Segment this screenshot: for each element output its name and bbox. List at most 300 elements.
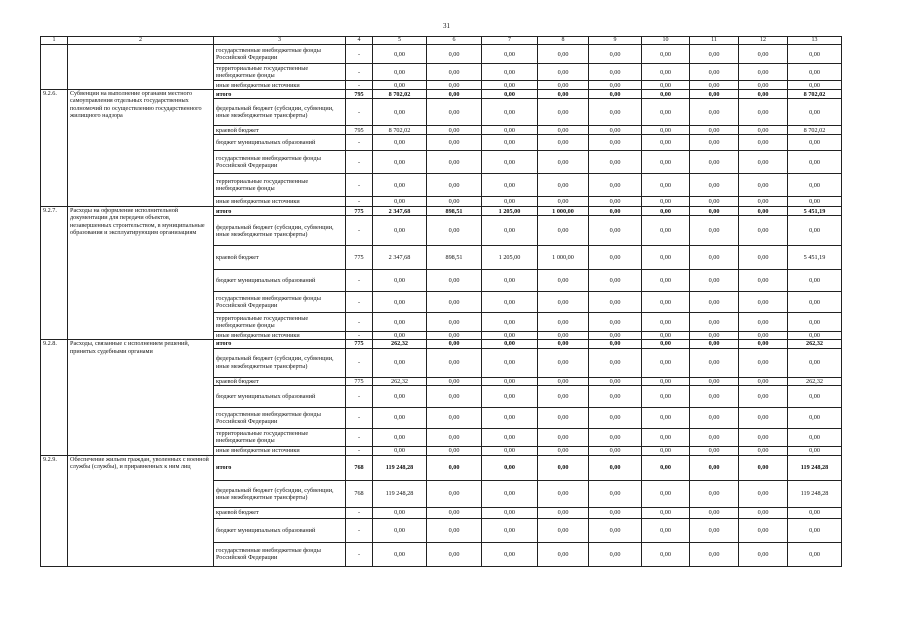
amount-cell: 0,00	[427, 507, 482, 518]
amount-cell: 0,00	[482, 174, 538, 197]
amount-cell: 0,00	[482, 81, 538, 90]
funding-source: бюджет муниципальных образований	[214, 385, 346, 407]
funding-source: территориальные государственные внебюджетные фонды	[214, 64, 346, 81]
table-row	[41, 340, 842, 348]
amount-cell: 0,00	[788, 292, 842, 313]
amount-cell: 0,00	[739, 313, 788, 332]
funding-source: иные внебюджетные источники	[214, 332, 346, 340]
funding-source: итого	[214, 90, 346, 99]
amount-cell: 0,00	[642, 64, 690, 81]
amount-cell: 0,00	[690, 385, 739, 407]
amount-cell: 0,00	[427, 216, 482, 246]
amount-cell: 0,00	[538, 174, 589, 197]
amount-cell: 0,00	[739, 542, 788, 566]
amount-cell: 262,32	[373, 377, 427, 385]
amount-cell: 0,00	[538, 428, 589, 446]
amount-cell: 119 248,28	[373, 455, 427, 480]
amount-cell: 0,00	[427, 446, 482, 455]
amount-cell: 0,00	[427, 332, 482, 340]
amount-cell: 0,00	[538, 332, 589, 340]
amount-cell: 0,00	[589, 407, 642, 428]
code-cell: -	[346, 45, 373, 64]
amount-cell: 0,00	[373, 385, 427, 407]
amount-cell: 0,00	[589, 126, 642, 135]
funding-source: иные внебюджетные источники	[214, 81, 346, 90]
amount-cell: 0,00	[788, 270, 842, 292]
amount-cell: 0,00	[739, 428, 788, 446]
amount-cell: 0,00	[739, 407, 788, 428]
amount-cell: 0,00	[427, 340, 482, 348]
code-cell: 775	[346, 340, 373, 348]
amount-cell: 0,00	[538, 135, 589, 151]
amount-cell: 0,00	[482, 135, 538, 151]
amount-cell: 0,00	[589, 64, 642, 81]
amount-cell: 0,00	[739, 246, 788, 270]
budget-table	[40, 36, 842, 567]
amount-cell: 0,00	[427, 480, 482, 507]
amount-cell: 0,00	[482, 126, 538, 135]
amount-cell: 119 248,28	[373, 480, 427, 507]
amount-cell: 0,00	[482, 428, 538, 446]
amount-cell: 0,00	[690, 518, 739, 542]
amount-cell: 0,00	[690, 480, 739, 507]
code-cell: -	[346, 292, 373, 313]
amount-cell: 0,00	[482, 270, 538, 292]
amount-cell: 0,00	[589, 197, 642, 207]
amount-cell: 0,00	[589, 348, 642, 377]
funding-source: государственные внебюджетные фонды Российской Федерации	[214, 292, 346, 313]
amount-cell: 0,00	[538, 385, 589, 407]
amount-cell: 0,00	[482, 507, 538, 518]
amount-cell: 0,00	[690, 216, 739, 246]
amount-cell: 0,00	[739, 340, 788, 348]
amount-cell: 0,00	[589, 216, 642, 246]
funding-source: федеральный бюджет (субсидии, субвенции, иные межбюджетные трансферты)	[214, 99, 346, 126]
amount-cell: 0,00	[538, 81, 589, 90]
item-code: 9.2.8.	[41, 340, 68, 455]
amount-cell: 0,00	[739, 135, 788, 151]
funding-source: краевой бюджет	[214, 377, 346, 385]
amount-cell: 0,00	[373, 270, 427, 292]
amount-cell: 0,00	[589, 332, 642, 340]
amount-cell: 0,00	[788, 507, 842, 518]
amount-cell: 0,00	[482, 90, 538, 99]
amount-cell: 0,00	[788, 45, 842, 64]
code-cell: -	[346, 542, 373, 566]
amount-cell: 0,00	[642, 292, 690, 313]
amount-cell: 0,00	[373, 446, 427, 455]
funding-source: краевой бюджет	[214, 126, 346, 135]
amount-cell: 0,00	[589, 542, 642, 566]
code-cell: 795	[346, 126, 373, 135]
amount-cell: 0,00	[690, 340, 739, 348]
amount-cell: 0,00	[589, 313, 642, 332]
code-cell: 775	[346, 377, 373, 385]
amount-cell: 0,00	[482, 45, 538, 64]
amount-cell: 2 347,68	[373, 207, 427, 216]
amount-cell: 0,00	[739, 332, 788, 340]
funding-source: итого	[214, 207, 346, 216]
amount-cell: 119 248,28	[788, 480, 842, 507]
amount-cell: 0,00	[690, 246, 739, 270]
amount-cell: 0,00	[589, 377, 642, 385]
amount-cell: 1 000,00	[538, 207, 589, 216]
amount-cell: 0,00	[739, 518, 788, 542]
code-cell: -	[346, 518, 373, 542]
amount-cell: 0,00	[373, 151, 427, 174]
amount-cell: 0,00	[482, 446, 538, 455]
amount-cell: 0,00	[739, 446, 788, 455]
amount-cell: 0,00	[690, 126, 739, 135]
code-cell: 768	[346, 455, 373, 480]
amount-cell: 0,00	[642, 428, 690, 446]
code-cell: -	[346, 81, 373, 90]
funding-source: федеральный бюджет (субсидии, субвенции, иные межбюджетные трансферты)	[214, 216, 346, 246]
table-row	[41, 455, 842, 480]
amount-cell: 0,00	[589, 385, 642, 407]
amount-cell: 0,00	[788, 332, 842, 340]
amount-cell: 0,00	[739, 90, 788, 99]
amount-cell: 0,00	[427, 428, 482, 446]
amount-cell: 5 451,19	[788, 246, 842, 270]
amount-cell: 0,00	[427, 348, 482, 377]
amount-cell: 0,00	[642, 507, 690, 518]
amount-cell: 0,00	[373, 99, 427, 126]
amount-cell: 0,00	[538, 446, 589, 455]
amount-cell: 0,00	[690, 348, 739, 377]
amount-cell: 0,00	[589, 45, 642, 64]
amount-cell: 0,00	[373, 81, 427, 90]
amount-cell: 0,00	[482, 385, 538, 407]
amount-cell: 0,00	[739, 45, 788, 64]
amount-cell: 0,00	[538, 313, 589, 332]
code-cell: 775	[346, 207, 373, 216]
amount-cell: 0,00	[690, 45, 739, 64]
amount-cell: 0,00	[482, 216, 538, 246]
funding-source: иные внебюджетные источники	[214, 197, 346, 207]
amount-cell: 0,00	[482, 99, 538, 126]
amount-cell: 0,00	[788, 99, 842, 126]
amount-cell: 0,00	[690, 207, 739, 216]
amount-cell: 0,00	[589, 174, 642, 197]
amount-cell: 0,00	[690, 151, 739, 174]
item-name: Обеспечение жильем граждан, уволенных с военной службы (службы), и приравненных к ним лиц	[68, 455, 214, 566]
amount-cell: 0,00	[373, 45, 427, 64]
funding-source: бюджет муниципальных образований	[214, 518, 346, 542]
code-cell: 795	[346, 90, 373, 99]
amount-cell: 8 702,02	[788, 126, 842, 135]
amount-cell: 0,00	[690, 90, 739, 99]
amount-cell: 0,00	[642, 246, 690, 270]
funding-source: государственные внебюджетные фонды Российской Федерации	[214, 407, 346, 428]
amount-cell: 0,00	[690, 507, 739, 518]
amount-cell: 0,00	[739, 348, 788, 377]
column-number-cell: 4	[346, 37, 373, 45]
amount-cell: 0,00	[642, 518, 690, 542]
page-number: 31	[443, 22, 450, 30]
amount-cell: 0,00	[589, 340, 642, 348]
amount-cell: 8 702,02	[373, 90, 427, 99]
amount-cell: 0,00	[642, 45, 690, 64]
amount-cell: 0,00	[739, 197, 788, 207]
amount-cell: 0,00	[739, 151, 788, 174]
amount-cell: 0,00	[482, 348, 538, 377]
funding-source: федеральный бюджет (субсидии, субвенции, иные межбюджетные трансферты)	[214, 348, 346, 377]
amount-cell: 0,00	[538, 126, 589, 135]
amount-cell: 0,00	[690, 446, 739, 455]
column-number-cell: 5	[373, 37, 427, 45]
amount-cell: 0,00	[373, 216, 427, 246]
amount-cell: 0,00	[482, 480, 538, 507]
amount-cell: 0,00	[482, 292, 538, 313]
amount-cell: 0,00	[373, 428, 427, 446]
amount-cell: 0,00	[690, 292, 739, 313]
item-name: Расходы на оформление исполнительной документации для передачи объектов, незавершенных строительством, в муниципальные образования и эксплуатирующим организациям	[68, 207, 214, 340]
amount-cell: 8 702,02	[788, 90, 842, 99]
amount-cell: 0,00	[589, 135, 642, 151]
amount-cell: 0,00	[538, 216, 589, 246]
amount-cell: 0,00	[642, 90, 690, 99]
amount-cell: 0,00	[788, 446, 842, 455]
amount-cell: 262,32	[373, 340, 427, 348]
amount-cell: 0,00	[642, 135, 690, 151]
amount-cell: 0,00	[538, 45, 589, 64]
amount-cell: 0,00	[427, 377, 482, 385]
amount-cell: 0,00	[482, 197, 538, 207]
item-name: Субвенции на выполнение органами местного самоуправления отдельных государственных полномочий по осуществлению государственного жилищного надзора	[68, 90, 214, 207]
amount-cell: 0,00	[427, 99, 482, 126]
amount-cell: 0,00	[690, 99, 739, 126]
amount-cell: 0,00	[642, 340, 690, 348]
amount-cell: 0,00	[739, 270, 788, 292]
amount-cell: 0,00	[690, 542, 739, 566]
amount-cell: 0,00	[373, 332, 427, 340]
amount-cell: 0,00	[373, 197, 427, 207]
amount-cell: 0,00	[589, 207, 642, 216]
amount-cell: 0,00	[589, 246, 642, 270]
column-number-row	[41, 37, 842, 45]
amount-cell: 0,00	[739, 64, 788, 81]
code-cell: -	[346, 270, 373, 292]
amount-cell: 0,00	[589, 455, 642, 480]
amount-cell: 5 451,19	[788, 207, 842, 216]
column-number-cell: 6	[427, 37, 482, 45]
amount-cell: 0,00	[788, 385, 842, 407]
amount-cell: 0,00	[538, 90, 589, 99]
amount-cell: 0,00	[739, 507, 788, 518]
amount-cell: 0,00	[427, 313, 482, 332]
column-number-cell: 9	[589, 37, 642, 45]
code-cell: -	[346, 151, 373, 174]
item-name: Расходы, связанные с исполнением решений, принятых судебными органами	[68, 340, 214, 455]
amount-cell: 0,00	[788, 407, 842, 428]
funding-source: краевой бюджет	[214, 507, 346, 518]
amount-cell: 0,00	[427, 64, 482, 81]
amount-cell: 0,00	[482, 64, 538, 81]
amount-cell: 0,00	[589, 428, 642, 446]
amount-cell: 0,00	[538, 407, 589, 428]
code-cell: -	[346, 216, 373, 246]
code-cell: -	[346, 507, 373, 518]
funding-source: государственные внебюджетные фонды Российской Федерации	[214, 45, 346, 64]
amount-cell: 0,00	[589, 270, 642, 292]
amount-cell: 0,00	[538, 151, 589, 174]
amount-cell: 0,00	[690, 197, 739, 207]
funding-source: бюджет муниципальных образований	[214, 135, 346, 151]
amount-cell: 0,00	[788, 174, 842, 197]
amount-cell: 0,00	[690, 135, 739, 151]
amount-cell: 0,00	[427, 197, 482, 207]
code-cell: -	[346, 446, 373, 455]
code-cell: -	[346, 197, 373, 207]
code-cell: -	[346, 407, 373, 428]
amount-cell: 0,00	[739, 81, 788, 90]
amount-cell: 0,00	[788, 542, 842, 566]
code-cell: -	[346, 174, 373, 197]
funding-source: территориальные государственные внебюджетные фонды	[214, 428, 346, 446]
amount-cell: 0,00	[538, 340, 589, 348]
amount-cell: 0,00	[373, 407, 427, 428]
amount-cell: 0,00	[373, 507, 427, 518]
amount-cell: 0,00	[482, 340, 538, 348]
code-cell: -	[346, 348, 373, 377]
amount-cell: 0,00	[690, 455, 739, 480]
column-number-cell: 10	[642, 37, 690, 45]
amount-cell: 0,00	[589, 90, 642, 99]
column-number-cell: 7	[482, 37, 538, 45]
amount-cell: 0,00	[690, 332, 739, 340]
code-cell: 775	[346, 246, 373, 270]
column-number-cell: 8	[538, 37, 589, 45]
amount-cell: 0,00	[427, 135, 482, 151]
amount-cell: 0,00	[373, 348, 427, 377]
amount-cell: 0,00	[788, 348, 842, 377]
column-number-cell: 1	[41, 37, 68, 45]
amount-cell: 0,00	[482, 542, 538, 566]
amount-cell: 0,00	[739, 216, 788, 246]
funding-source: краевой бюджет	[214, 246, 346, 270]
funding-source: федеральный бюджет (субсидии, субвенции, иные межбюджетные трансферты)	[214, 480, 346, 507]
amount-cell: 0,00	[427, 270, 482, 292]
amount-cell: 0,00	[427, 174, 482, 197]
amount-cell: 0,00	[642, 542, 690, 566]
amount-cell: 0,00	[482, 377, 538, 385]
amount-cell: 0,00	[739, 385, 788, 407]
amount-cell: 0,00	[690, 64, 739, 81]
amount-cell: 119 248,28	[788, 455, 842, 480]
code-cell: 768	[346, 480, 373, 507]
amount-cell: 0,00	[482, 151, 538, 174]
amount-cell: 0,00	[538, 64, 589, 81]
amount-cell: 0,00	[482, 407, 538, 428]
amount-cell: 0,00	[538, 455, 589, 480]
code-cell: -	[346, 99, 373, 126]
amount-cell: 0,00	[788, 135, 842, 151]
amount-cell: 0,00	[642, 446, 690, 455]
amount-cell: 0,00	[642, 480, 690, 507]
amount-cell: 0,00	[739, 126, 788, 135]
code-cell: -	[346, 313, 373, 332]
amount-cell: 0,00	[538, 377, 589, 385]
amount-cell: 0,00	[427, 455, 482, 480]
amount-cell: 0,00	[538, 542, 589, 566]
amount-cell: 0,00	[427, 151, 482, 174]
amount-cell: 0,00	[642, 197, 690, 207]
amount-cell: 0,00	[642, 313, 690, 332]
amount-cell: 0,00	[427, 407, 482, 428]
amount-cell: 0,00	[427, 292, 482, 313]
funding-source: бюджет муниципальных образований	[214, 270, 346, 292]
amount-cell: 0,00	[642, 455, 690, 480]
code-cell: -	[346, 332, 373, 340]
amount-cell: 898,51	[427, 207, 482, 216]
amount-cell: 0,00	[642, 385, 690, 407]
amount-cell: 0,00	[538, 348, 589, 377]
amount-cell: 0,00	[589, 292, 642, 313]
funding-source: итого	[214, 340, 346, 348]
item-code: 9.2.7.	[41, 207, 68, 340]
amount-cell: 0,00	[642, 81, 690, 90]
table-row	[41, 207, 842, 216]
amount-cell: 0,00	[690, 313, 739, 332]
amount-cell: 0,00	[373, 135, 427, 151]
amount-cell: 2 347,68	[373, 246, 427, 270]
amount-cell: 0,00	[538, 270, 589, 292]
amount-cell: 0,00	[739, 480, 788, 507]
amount-cell: 0,00	[788, 197, 842, 207]
code-cell: -	[346, 135, 373, 151]
amount-cell: 0,00	[427, 81, 482, 90]
amount-cell: 0,00	[642, 174, 690, 197]
amount-cell: 0,00	[642, 126, 690, 135]
item-name	[68, 45, 214, 90]
amount-cell: 0,00	[538, 197, 589, 207]
amount-cell: 0,00	[589, 99, 642, 126]
column-number-cell: 2	[68, 37, 214, 45]
amount-cell: 0,00	[788, 216, 842, 246]
amount-cell: 0,00	[427, 90, 482, 99]
amount-cell: 0,00	[690, 174, 739, 197]
amount-cell: 1 205,00	[482, 207, 538, 216]
amount-cell: 8 702,02	[373, 126, 427, 135]
table-row	[41, 90, 842, 99]
funding-source: территориальные государственные внебюджетные фонды	[214, 313, 346, 332]
amount-cell: 0,00	[642, 99, 690, 126]
amount-cell: 0,00	[739, 377, 788, 385]
amount-cell: 0,00	[373, 313, 427, 332]
amount-cell: 0,00	[642, 332, 690, 340]
amount-cell: 0,00	[427, 126, 482, 135]
amount-cell: 0,00	[642, 207, 690, 216]
item-code	[41, 45, 68, 90]
amount-cell: 0,00	[589, 518, 642, 542]
amount-cell: 0,00	[538, 480, 589, 507]
amount-cell: 898,51	[427, 246, 482, 270]
amount-cell: 0,00	[642, 270, 690, 292]
amount-cell: 0,00	[642, 348, 690, 377]
amount-cell: 0,00	[739, 455, 788, 480]
funding-source: государственные внебюджетные фонды Российской Федерации	[214, 151, 346, 174]
amount-cell: 0,00	[788, 518, 842, 542]
amount-cell: 0,00	[427, 542, 482, 566]
amount-cell: 0,00	[739, 207, 788, 216]
amount-cell: 0,00	[373, 542, 427, 566]
amount-cell: 0,00	[427, 385, 482, 407]
amount-cell: 0,00	[589, 480, 642, 507]
amount-cell: 0,00	[373, 64, 427, 81]
column-number-cell: 3	[214, 37, 346, 45]
amount-cell: 1 205,00	[482, 246, 538, 270]
